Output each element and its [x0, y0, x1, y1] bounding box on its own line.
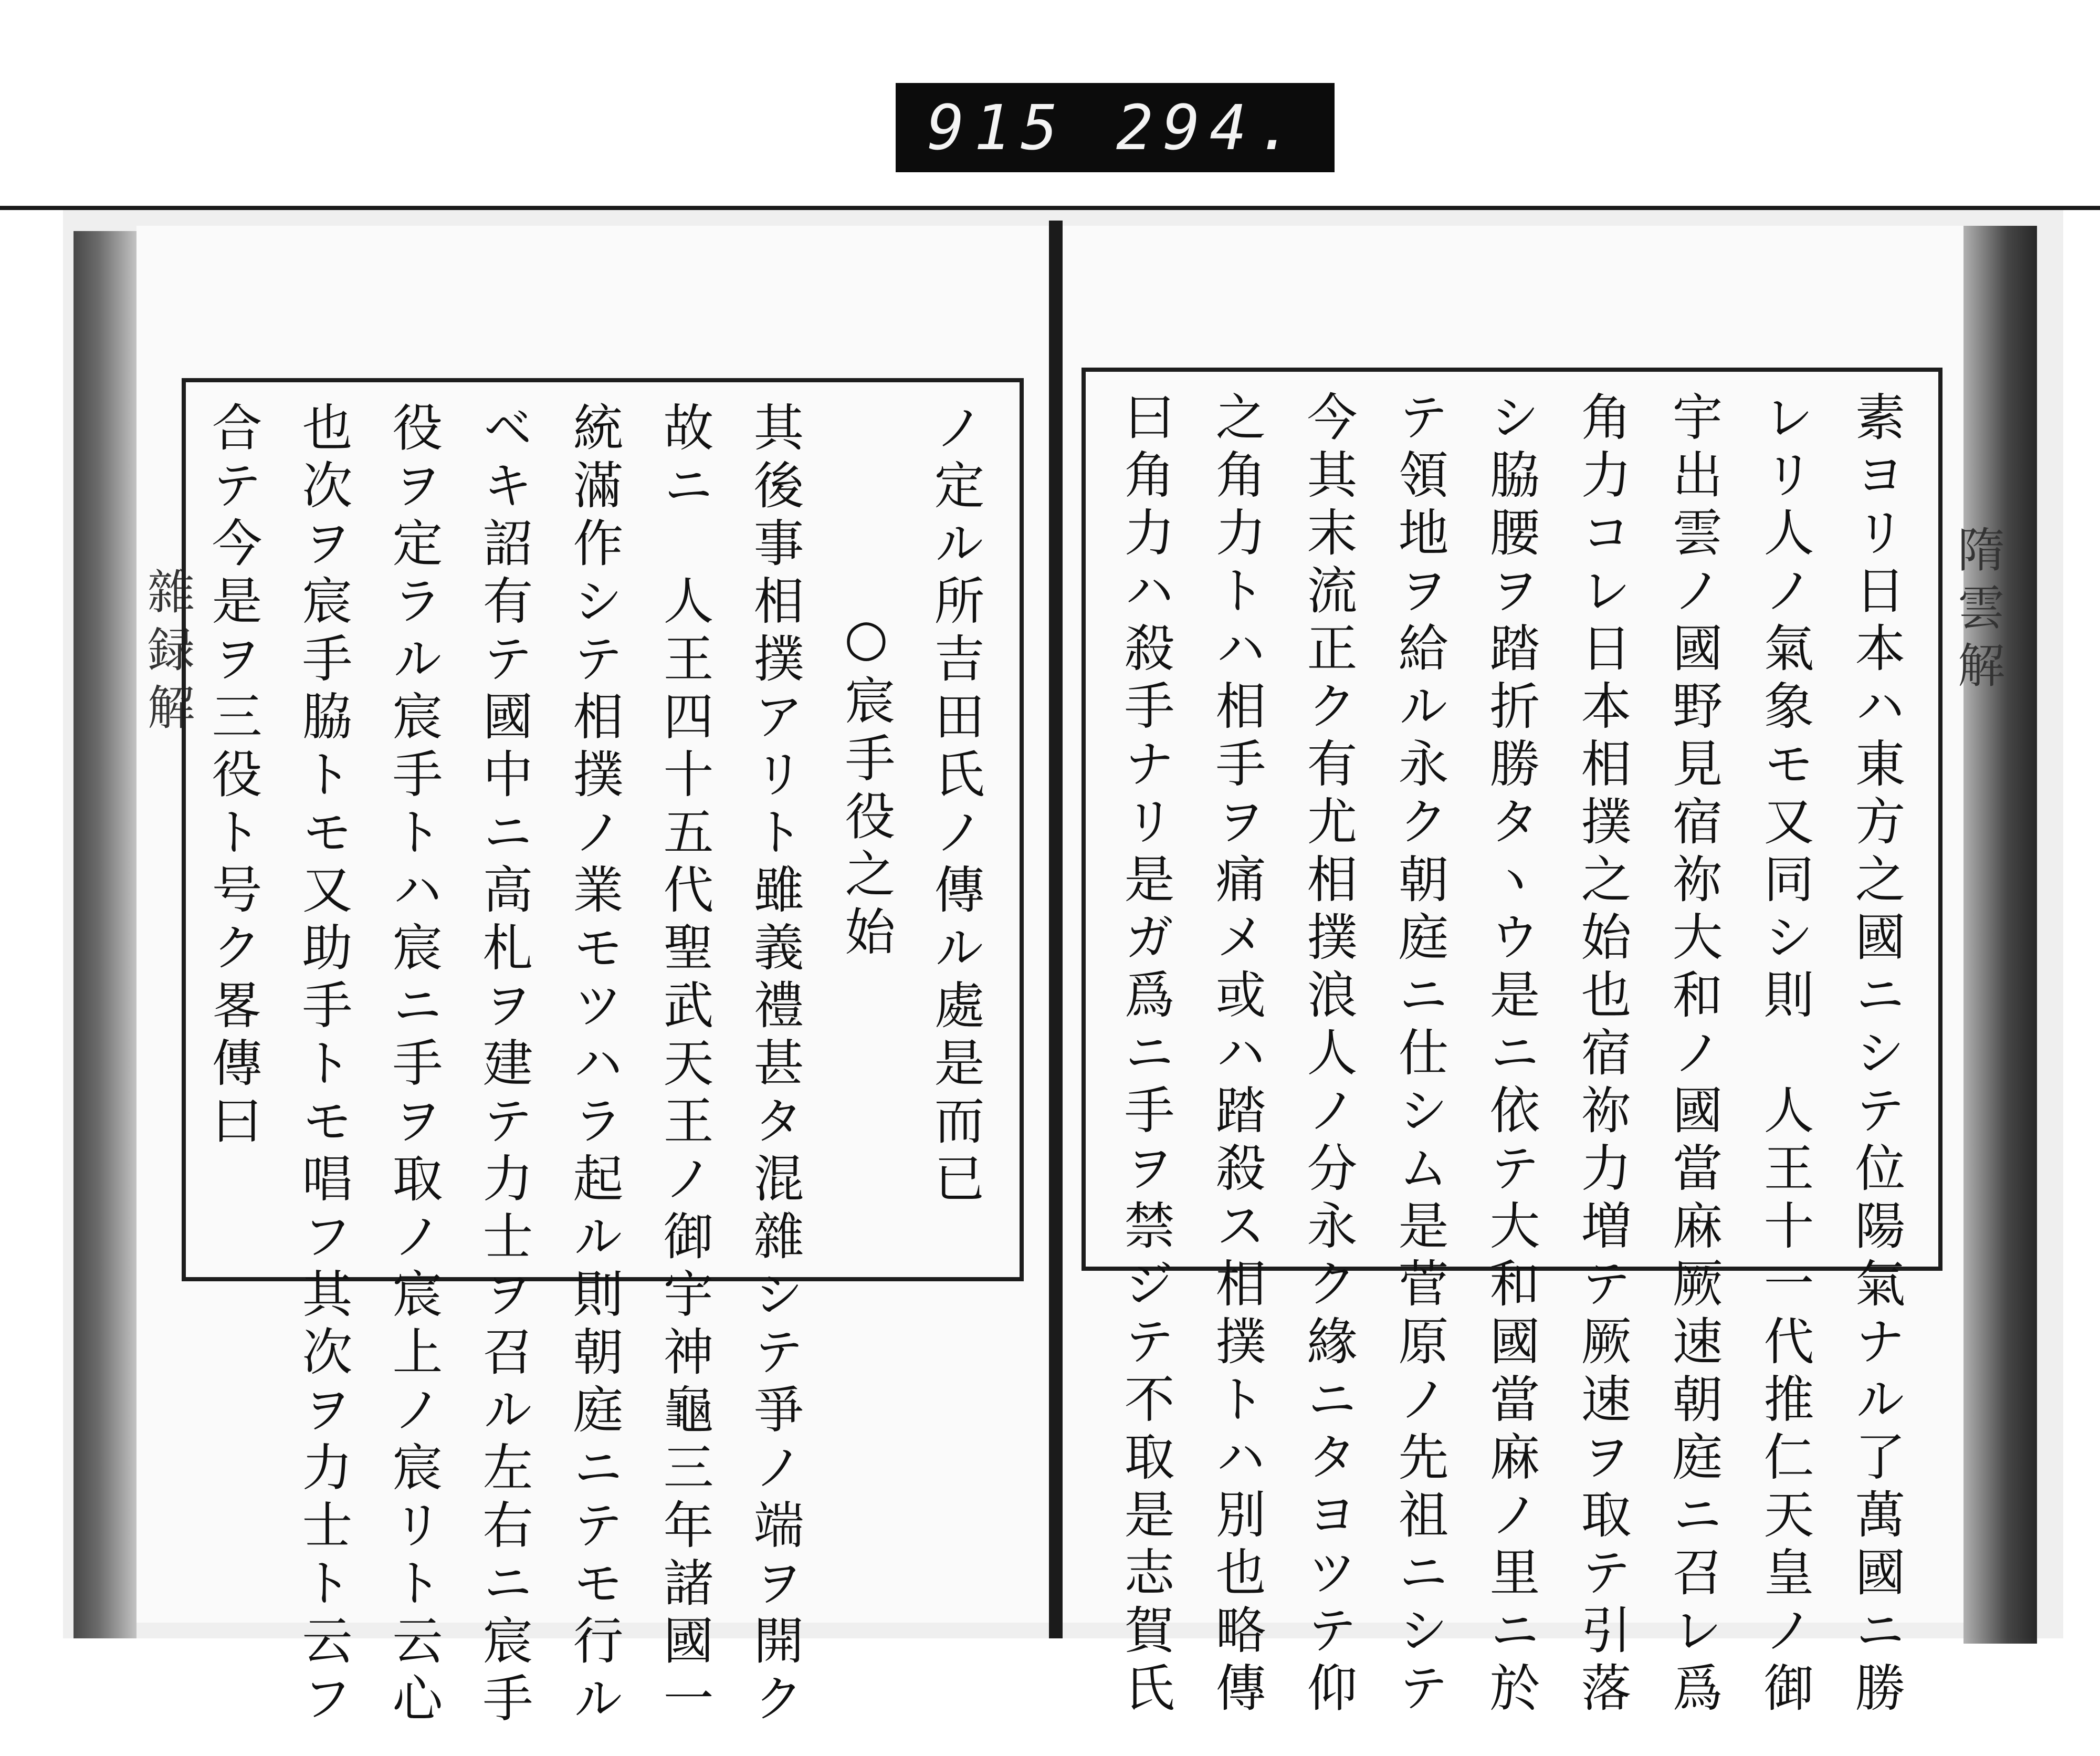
text-column: 之角力トハ相手ヲ痛メ或ハ踏殺ス相撲トハ別也略傳	[1208, 391, 1266, 1719]
text-column: 統滿作シテ相撲ノ業モツハラ起ル則朝庭ニテモ行ル	[565, 401, 624, 1730]
text-column: ノ定ル所吉田氏ノ傳ル處是而已	[926, 401, 985, 1210]
section-heading: ○宸手役之始	[837, 608, 896, 963]
text-column: 役ヲ定ラル宸手トハ宸ニ手ヲ取ノ宸上ノ宸リト云心	[384, 401, 443, 1730]
left-text-frame	[182, 378, 1024, 1730]
text-column: 其後事相撲アリト雖義禮甚タ混雜シテ爭ノ端ヲ開ク	[746, 401, 804, 1730]
text-column: 曰角力ハ殺手ナリ是ガ爲ニ手ヲ禁ジテ不取是志賀氏	[1116, 391, 1175, 1719]
text-column: 也次ヲ宸手脇トモ又助手トモ唱フ其次ヲ力士ト云フ	[294, 401, 353, 1730]
text-column: 角力コレ日本相撲之始也宿祢力増テ厥速ヲ取テ引落	[1573, 391, 1632, 1719]
archive-number-left: 915	[927, 91, 1068, 164]
page-gutter	[1049, 221, 1063, 1638]
left-margin-title: 雜録解	[139, 567, 194, 740]
archive-number-label	[896, 83, 1335, 172]
right-margin-title: 隋雲解	[1949, 525, 2004, 698]
text-column: 合テ今是ヲ三役ト号ク畧傳曰	[204, 401, 262, 1152]
text-column: 宇出雲ノ國野見宿祢大和ノ國當麻厥速朝庭ニ召レ爲	[1664, 391, 1723, 1719]
text-column: 故ニ 人王四十五代聖武天王ノ御宇神龜三年諸國一	[655, 401, 714, 1730]
text-column: ベキ詔有テ國中ニ高札ヲ建テ力士ヲ召ル左右ニ宸手	[475, 401, 533, 1730]
text-column: テ領地ヲ給ル永ク朝庭ニ仕シム是菅原ノ先祖ニシテ	[1390, 391, 1449, 1719]
scan-top-border	[0, 206, 2100, 210]
archive-number-right: 294.	[1116, 91, 1303, 164]
left-book-edge	[74, 231, 136, 1638]
right-text-frame	[1082, 368, 1942, 1719]
text-column: レリ人ノ氣象モ又同シ則 人王十一代推仁天皇ノ御	[1756, 391, 1814, 1719]
text-column: 素ヨリ日本ハ東方之國ニシテ位陽氣ナル了萬國ニ勝	[1847, 391, 1906, 1719]
right-book-edge	[1964, 226, 2037, 1644]
text-column: 今其末流正ク有尤相撲浪人ノ分永ク緣ニタヨツテ仰	[1299, 391, 1358, 1719]
text-column: シ脇腰ヲ踏折勝タヽウ是ニ依テ大和國當麻ノ里ニ於	[1482, 391, 1540, 1719]
